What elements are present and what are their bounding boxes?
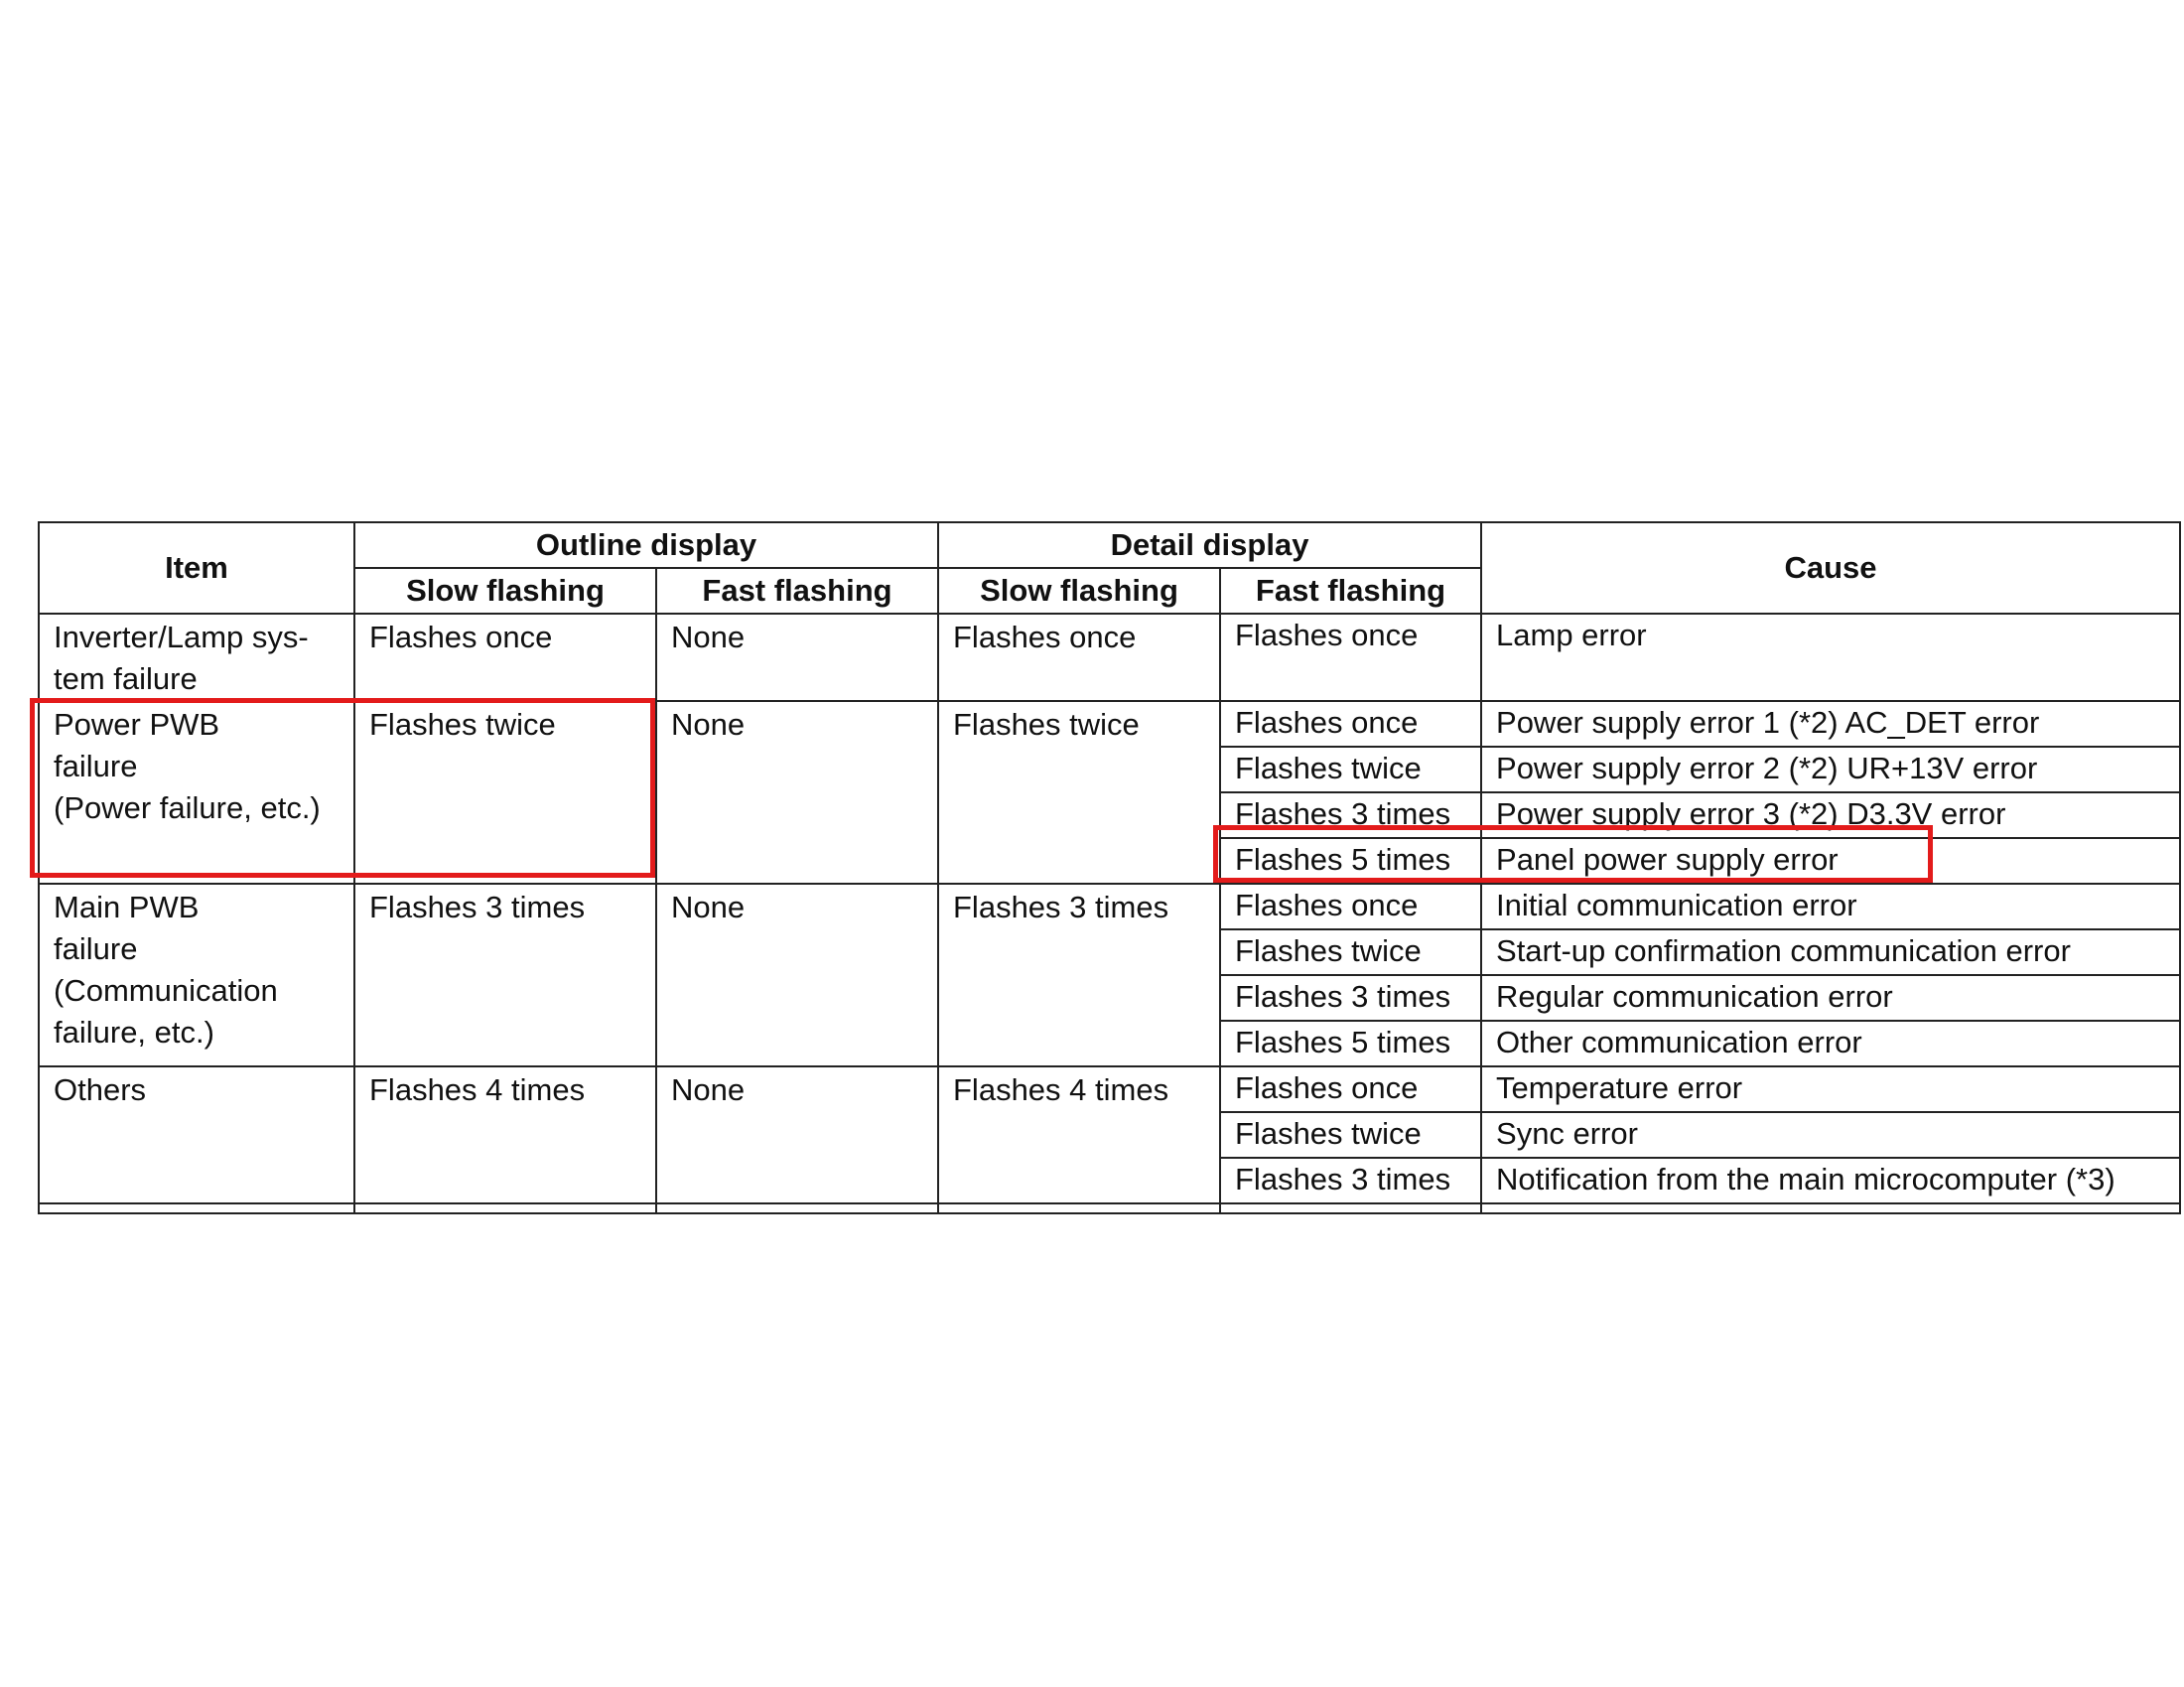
cause-cell: Notification from the main microcomputer (*3) [1481,1158,2180,1203]
cause-cell: Regular communication error [1481,975,2180,1021]
header-outline-slow: Slow flashing [354,568,656,614]
detail-slow-cell: Flashes twice [938,701,1220,884]
outline-slow-cell: Flashes 4 times [354,1066,656,1203]
header-cause: Cause [1481,522,2180,614]
detail-fast-cell: Flashes 3 times [1220,975,1481,1021]
detail-fast-cell: Flashes twice [1220,929,1481,975]
outline-slow-cell: Flashes once [354,614,656,701]
item-line: Power PWB [54,707,220,742]
empty-cell [1220,1203,1481,1213]
cause-cell: Lamp error [1481,614,2180,701]
item-line: (Power failure, etc.) [54,790,321,825]
detail-slow-cell: Flashes 3 times [938,884,1220,1066]
outline-slow-cell: Flashes twice [354,701,656,884]
cause-cell: Panel power supply error [1481,838,2180,884]
cause-cell: Start-up confirmation communication error [1481,929,2180,975]
cause-cell: Power supply error 3 (*2) D3.3V error [1481,792,2180,838]
detail-fast-cell: Flashes 5 times [1220,1021,1481,1066]
detail-fast-cell: Flashes 3 times [1220,1158,1481,1203]
detail-fast-cell: Flashes once [1220,701,1481,747]
cause-cell: Power supply error 1 (*2) AC_DET error [1481,701,2180,747]
item-line: Main PWB [54,890,200,924]
highlight-box-power-pwb [30,698,655,878]
table-row [39,884,2180,929]
outline-fast-cell: None [656,614,938,701]
empty-cell [656,1203,938,1213]
header-detail-display: Detail display [938,522,1481,568]
detail-slow-cell: Flashes 4 times [938,1066,1220,1203]
empty-cell [938,1203,1220,1213]
cause-cell: Initial communication error [1481,884,2180,929]
header-detail-slow: Slow flashing [938,568,1220,614]
detail-slow-cell: Flashes once [938,614,1220,701]
item-line: failure [54,749,138,783]
cause-cell: Temperature error [1481,1066,2180,1112]
table-row [39,1066,2180,1112]
item-line: tem failure [54,661,198,696]
outline-fast-cell: None [656,1066,938,1203]
highlight-box-panel-power [1213,825,1933,883]
item-cell [39,614,354,701]
empty-cell [354,1203,656,1213]
detail-fast-cell: Flashes 5 times [1220,838,1481,884]
outline-slow-cell: Flashes 3 times [354,884,656,1066]
detail-fast-cell: Flashes once [1220,614,1481,701]
detail-fast-cell: Flashes twice [1220,1112,1481,1158]
outline-fast-cell: None [656,884,938,1066]
item-line: Inverter/Lamp sys- [54,620,309,654]
table-row [39,614,2180,701]
header-detail-fast: Fast flashing [1220,568,1481,614]
detail-fast-cell: Flashes twice [1220,747,1481,792]
item-line: (Communication [54,973,278,1008]
header-item: Item [39,522,354,614]
header-outline-display: Outline display [354,522,938,568]
header-outline-fast: Fast flashing [656,568,938,614]
item-cell [39,1066,354,1203]
item-line: Others [54,1072,147,1107]
detail-fast-cell: Flashes 3 times [1220,792,1481,838]
cause-cell: Power supply error 2 (*2) UR+13V error [1481,747,2180,792]
table-tail-row [39,1203,2180,1213]
outline-fast-cell: None [656,701,938,884]
detail-fast-cell: Flashes once [1220,1066,1481,1112]
item-line: failure [54,931,138,966]
cause-cell: Other communication error [1481,1021,2180,1066]
item-line: failure, etc.) [54,1015,214,1050]
empty-cell [39,1203,354,1213]
item-cell [39,884,354,1066]
empty-cell [1481,1203,2180,1213]
cause-cell: Sync error [1481,1112,2180,1158]
detail-fast-cell: Flashes once [1220,884,1481,929]
